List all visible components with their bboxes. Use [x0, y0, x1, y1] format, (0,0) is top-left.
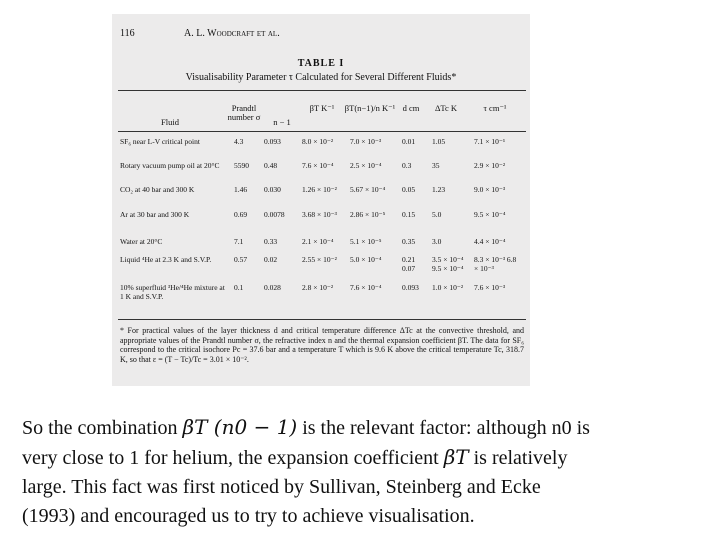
table-header-rule	[118, 131, 526, 132]
table-caption: Visualisability Parameter τ Calculated for Several Different Fluids*	[185, 72, 457, 83]
page-number: 116	[120, 28, 135, 39]
body-line: (1993) and encouraged us to try to achieve visualisation.	[22, 505, 475, 527]
scanned-table-image: 116 A. L. Woodcraft et al. TABLE I Visualisability Parameter τ Calculated for Several Different Fluids* Fluid Prandtl number σ n − 1 βT K⁻¹ βT(n−1)/n K⁻¹ d cm ΔTc K τ cm⁻¹ SF₆ near L-V critical point 4.3 0.093 8.0 × 10⁻² 7.0 × 10⁻³ 0.01 1.05 7.1 × 10⁻¹ Rotary vacuum pump oil at 20°C 5590 0.48 7.6 × 10⁻⁴ 2.5 × 10⁻⁴ 0.3 35 2.9 × 10⁻² CO₂ at 40 bar and 300 K 1.46 0.030 1.26 × 10⁻² 5.67 × 10⁻⁴ 0.05 1.23 9.0 × 10⁻³ Ar at 30 bar and 300 K 0.69 0.0078 3.68 × 10⁻³ 2.86 × 10⁻⁵ 0.15 5.0 9.5 × 10⁻⁴ Water at 20°C 7.1 0.33 2.1 × 10⁻⁴ 5.1 × 10⁻⁵ 0.35 3.0 4.4 × 10⁻⁴ Liquid ⁴He at 2.3 K and S.V.P. 0.57 0.02 2.55 × 10⁻² 5.0 × 10⁻⁴ 0.21 0.07 3.5 × 10⁻⁴ 9.5 × 10⁻⁴ 8.3 × 10⁻³ 6.8 × 10⁻³ 10% superfluid ³He/⁴He mixture at 1 K and S.V.P. 0.1 0.028 2.8 × 10⁻² 7.6 × 10⁻⁴ 0.093 1.0 × 10⁻² 7.6 × 10⁻³ * For practical values of the layer thickness d and critical temperature difference ΔTc at the convective threshold, and appropriate values of the Prandtl number σ, the refractive index n and the thermal expansion coefficient βT. The data for SF₆ correspond to the critical isochore Pc = 37.6 bar and a temperature T which is 9.6 K above the critical temperature Tc, 318.7 K, so that ε = (T − Tc)/Tc = 3.01 × 10⁻².	[112, 14, 530, 386]
body-line: very close to 1 for helium, the expansion coefficient βT is relatively	[22, 445, 568, 469]
header-delta-t: ΔTc K	[434, 103, 458, 113]
table-bottom-rule	[118, 319, 526, 320]
beta-t-formula: βT (n0 − 1)	[182, 415, 298, 439]
header-d: d cm	[402, 103, 420, 113]
header-n-minus-1: n − 1	[273, 117, 291, 127]
header-fluid: Fluid	[161, 117, 179, 127]
table-footnote: * For practical values of the layer thickness d and critical temperature difference ΔTc at the convective threshold, and appropriate values of the Prandtl number σ, the refractive index n and the thermal expansion coefficient βT. The data for SF₆ correspond to the critical isochore Pc = 37.6 bar and a temperature T which is 9.6 K above the critical temperature Tc, 318.7 K, so that ε = (T − Tc)/Tc = 3.01 × 10⁻².	[120, 326, 524, 364]
header-tau: τ cm⁻¹	[483, 103, 507, 113]
table-title: TABLE I	[297, 58, 345, 69]
header-beta-n: βT(n−1)/n K⁻¹	[344, 103, 396, 113]
body-line: large. This fact was first noticed by Sullivan, Steinberg and Ecke	[22, 476, 541, 498]
header-prandtl: Prandtl number σ	[227, 103, 261, 122]
beta-t-symbol: βT	[443, 445, 469, 469]
running-author: A. L. Woodcraft et al.	[184, 28, 280, 39]
body-line: So the combination βT (n0 − 1) is the relevant factor: although n0 is	[22, 415, 590, 439]
table-top-rule	[118, 90, 526, 91]
header-beta: βT K⁻¹	[309, 103, 335, 113]
body-paragraph	[22, 413, 692, 531]
